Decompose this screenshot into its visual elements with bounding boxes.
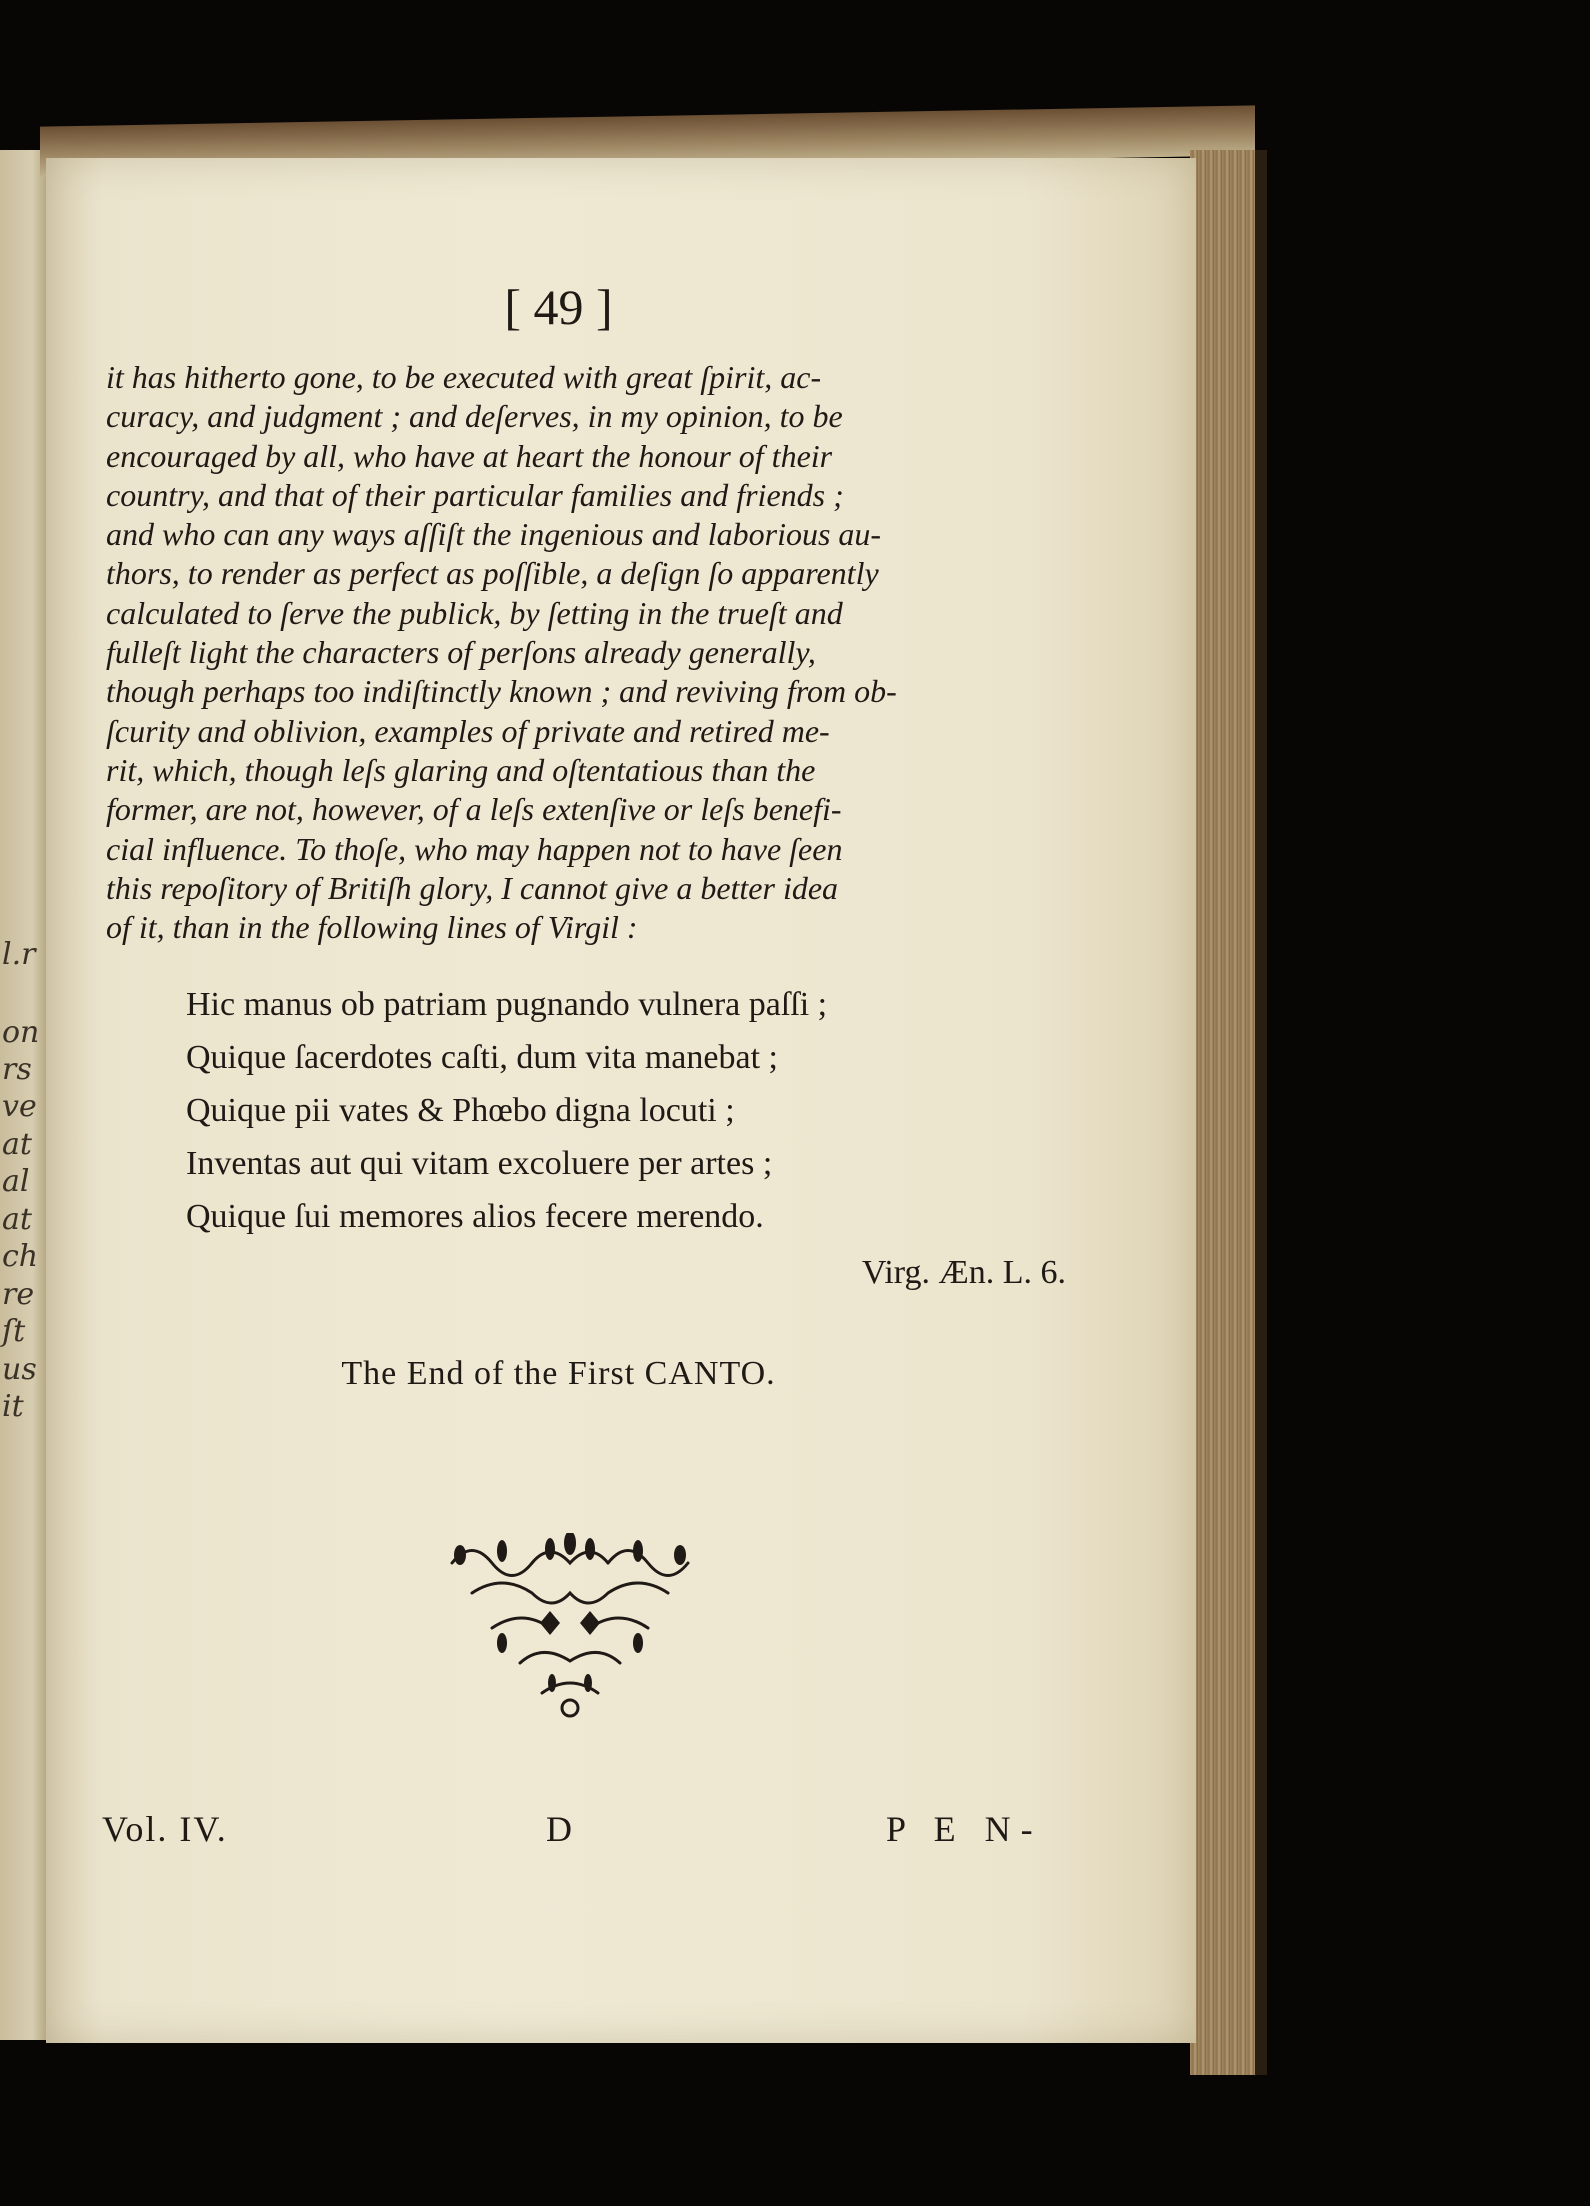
left-page-fragment: at xyxy=(2,1202,32,1237)
text-line: of it, than in the following lines of Virgil : xyxy=(106,909,638,946)
text-line: cial influence. To thoſe, who may happen not to have ſeen xyxy=(106,830,843,867)
prose-paragraph xyxy=(106,358,1066,947)
left-page-fragment: ſt xyxy=(2,1314,26,1349)
verse-line: Quique ſacerdotes caſti, dum vita manebat ; xyxy=(186,1039,778,1076)
text-line: it has hitherto gone, to be executed with great ſpirit, ac- xyxy=(106,359,822,395)
floral-ornament-icon xyxy=(432,1533,708,1723)
verse-line: Quique ſui memores alios fecere merendo. xyxy=(186,1198,764,1235)
left-page-fragment: at xyxy=(2,1127,32,1162)
left-page-fragment: on xyxy=(2,1015,40,1050)
verse-line: Hic manus ob patriam pugnando vulnera paſſi ; xyxy=(186,986,828,1023)
left-page-fragment: al xyxy=(2,1164,30,1199)
page-number: [ 49 ] xyxy=(504,279,613,335)
text-line: ſcurity and oblivion, examples of private and retired me- xyxy=(106,712,830,749)
page-block-edge xyxy=(1190,150,1263,2075)
text-line: thors, to render as perfect as poſſible, a deſign ſo apparently xyxy=(106,555,879,592)
left-page-fragment: us xyxy=(2,1352,37,1387)
text-line: fulleſt light the characters of perſons already generally, xyxy=(106,634,816,671)
verse-line: Inventas aut qui vitam excoluere per artes ; xyxy=(186,1145,773,1182)
text-line: though perhaps too indiſtinctly known ; and reviving from ob- xyxy=(106,673,897,710)
left-page-fragment: ve xyxy=(2,1089,37,1124)
text-line: and who can any ways aſſiſt the ingenious and laborious au- xyxy=(106,516,882,553)
text-line: former, are not, however, of a leſs extenſive or leſs benefi- xyxy=(106,791,842,828)
canto-end-line: The End of the First CANTO. xyxy=(341,1355,776,1392)
catchword: P E N- xyxy=(886,1809,1043,1849)
text-line: rit, which, though leſs glaring and oſtentatious than the xyxy=(106,751,816,788)
text-line: calculated to ſerve the publick, by ſetting in the trueſt and xyxy=(106,594,843,631)
latin-verse-quotation xyxy=(186,978,1066,1243)
left-page-fragment: it xyxy=(2,1389,24,1424)
text-line: country, and that of their particular families and friends ; xyxy=(106,476,844,513)
text-line: curacy, and judgment ; and deſerves, in my opinion, to be xyxy=(106,398,843,435)
left-page-fragment: ch xyxy=(2,1239,39,1274)
cover-shadow xyxy=(1255,150,1267,2075)
signature-mark: D xyxy=(546,1809,572,1849)
left-page-fragment: re xyxy=(2,1277,35,1312)
text-line: encouraged by all, who have at heart the honour of their xyxy=(106,437,833,474)
left-page-fragment: l.r xyxy=(2,937,36,972)
left-page-fragment: rs xyxy=(2,1052,32,1087)
volume-number: Vol. IV. xyxy=(102,1809,228,1849)
text-line: this repoſitory of Britiſh glory, I cannot give a better idea xyxy=(106,869,839,906)
left-page-edge xyxy=(0,150,46,2040)
verse-line: Quique pii vates & Phœbo digna locuti ; xyxy=(186,1092,735,1129)
right-page xyxy=(46,158,1196,2043)
verse-citation: Virg. Æn. L. 6. xyxy=(861,1254,1066,1291)
